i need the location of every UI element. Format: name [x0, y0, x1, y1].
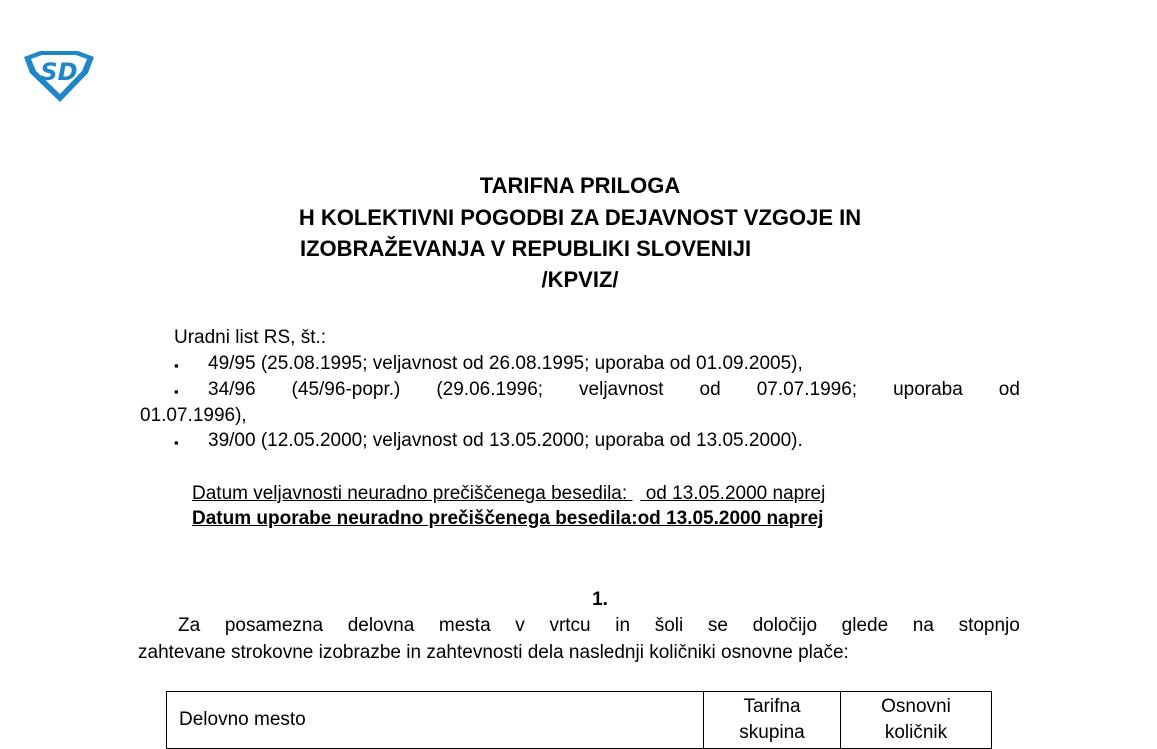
- paragraph-word: vrtcu: [549, 615, 591, 636]
- gazette-item-2-word: od: [998, 379, 1020, 400]
- union-logo: [22, 49, 96, 105]
- paragraph-word: posamezna: [224, 615, 324, 636]
- section-1-paragraph: [178, 613, 1020, 639]
- paragraph-word: Za: [178, 615, 201, 636]
- gazette-item-2-word: veljavnost: [579, 379, 664, 400]
- coefficient-table: [166, 691, 992, 749]
- header-cell-job-position: Delovno mesto: [167, 692, 704, 749]
- use-date-value: od 13.05.2000 naprej: [637, 508, 824, 529]
- paragraph-word: se: [707, 615, 728, 636]
- header-cell-base-coefficient: [841, 692, 992, 749]
- use-date-label: Datum uporabe neuradno prečiščenega besedila:: [192, 508, 638, 529]
- paragraph-word: določijo: [752, 615, 818, 636]
- gazette-item-2: [208, 377, 1020, 403]
- table-header-row: [167, 692, 992, 749]
- gazette-item-3: 39/00 (12.05.2000; veljavnost od 13.05.2000; uporaba od 13.05.2000).: [208, 430, 803, 451]
- gazette-heading: Uradni list RS, št.:: [174, 327, 327, 348]
- header-tariff-line-1: Tarifna: [743, 696, 801, 717]
- bullet-marker: ▪: [174, 384, 179, 399]
- validity-date-line: [192, 481, 825, 507]
- header-tariff-line-2: skupina: [739, 722, 805, 743]
- gazette-item-2-continued: 01.07.1996),: [140, 405, 247, 426]
- paragraph-word: glede: [841, 615, 889, 636]
- gazette-item-2-word: od: [699, 379, 721, 400]
- paragraph-word: mesta: [438, 615, 491, 636]
- gazette-item-1: 49/95 (25.08.1995; veljavnost od 26.08.1995; uporaba od 01.09.2005),: [208, 353, 803, 374]
- paragraph-word: stopnjo: [958, 615, 1020, 636]
- paragraph-word: in: [615, 615, 631, 636]
- doc-title-line-2: H KOLEKTIVNI POGODBI ZA DEJAVNOST VZGOJE IN: [298, 205, 862, 230]
- header-coefficient-line-2: količnik: [884, 722, 948, 743]
- gazette-item-2-word: 07.07.1996;: [756, 379, 858, 400]
- paragraph-word: šoli: [654, 615, 684, 636]
- bullet-marker: ▪: [174, 435, 179, 450]
- gazette-item-2-word: (29.06.1996;: [436, 379, 544, 400]
- use-date-line: [192, 506, 823, 532]
- gazette-item-2-word: (45/96-popr.): [291, 379, 401, 400]
- doc-title-line-3: IZOBRAŽEVANJA V REPUBLIKI SLOVENIJI: [300, 236, 752, 261]
- doc-title-line-4: /KPVIZ/: [541, 267, 619, 292]
- validity-date-value: od 13.05.2000 naprej: [645, 483, 826, 504]
- header-cell-tariff-group: [704, 692, 841, 749]
- validity-date-label: Datum veljavnosti neuradno prečiščenega besedila:: [192, 483, 628, 504]
- doc-title-line-1: TARIFNA PRILOGA: [479, 173, 681, 198]
- paragraph-word: delovna: [347, 615, 415, 636]
- logo-letters: SD: [40, 58, 78, 86]
- section-1-paragraph-line-2: zahtevane strokovne izobrazbe in zahtevnosti dela naslednji količniki osnovne plače:: [138, 642, 849, 663]
- paragraph-word: na: [912, 615, 934, 636]
- section-number: 1.: [592, 589, 608, 610]
- paragraph-word: v: [515, 615, 525, 636]
- gazette-item-2-word: uporaba: [893, 379, 963, 400]
- bullet-marker: ▪: [174, 358, 179, 373]
- gazette-item-2-word: 34/96: [208, 379, 256, 400]
- header-coefficient-line-1: Osnovni: [881, 696, 951, 717]
